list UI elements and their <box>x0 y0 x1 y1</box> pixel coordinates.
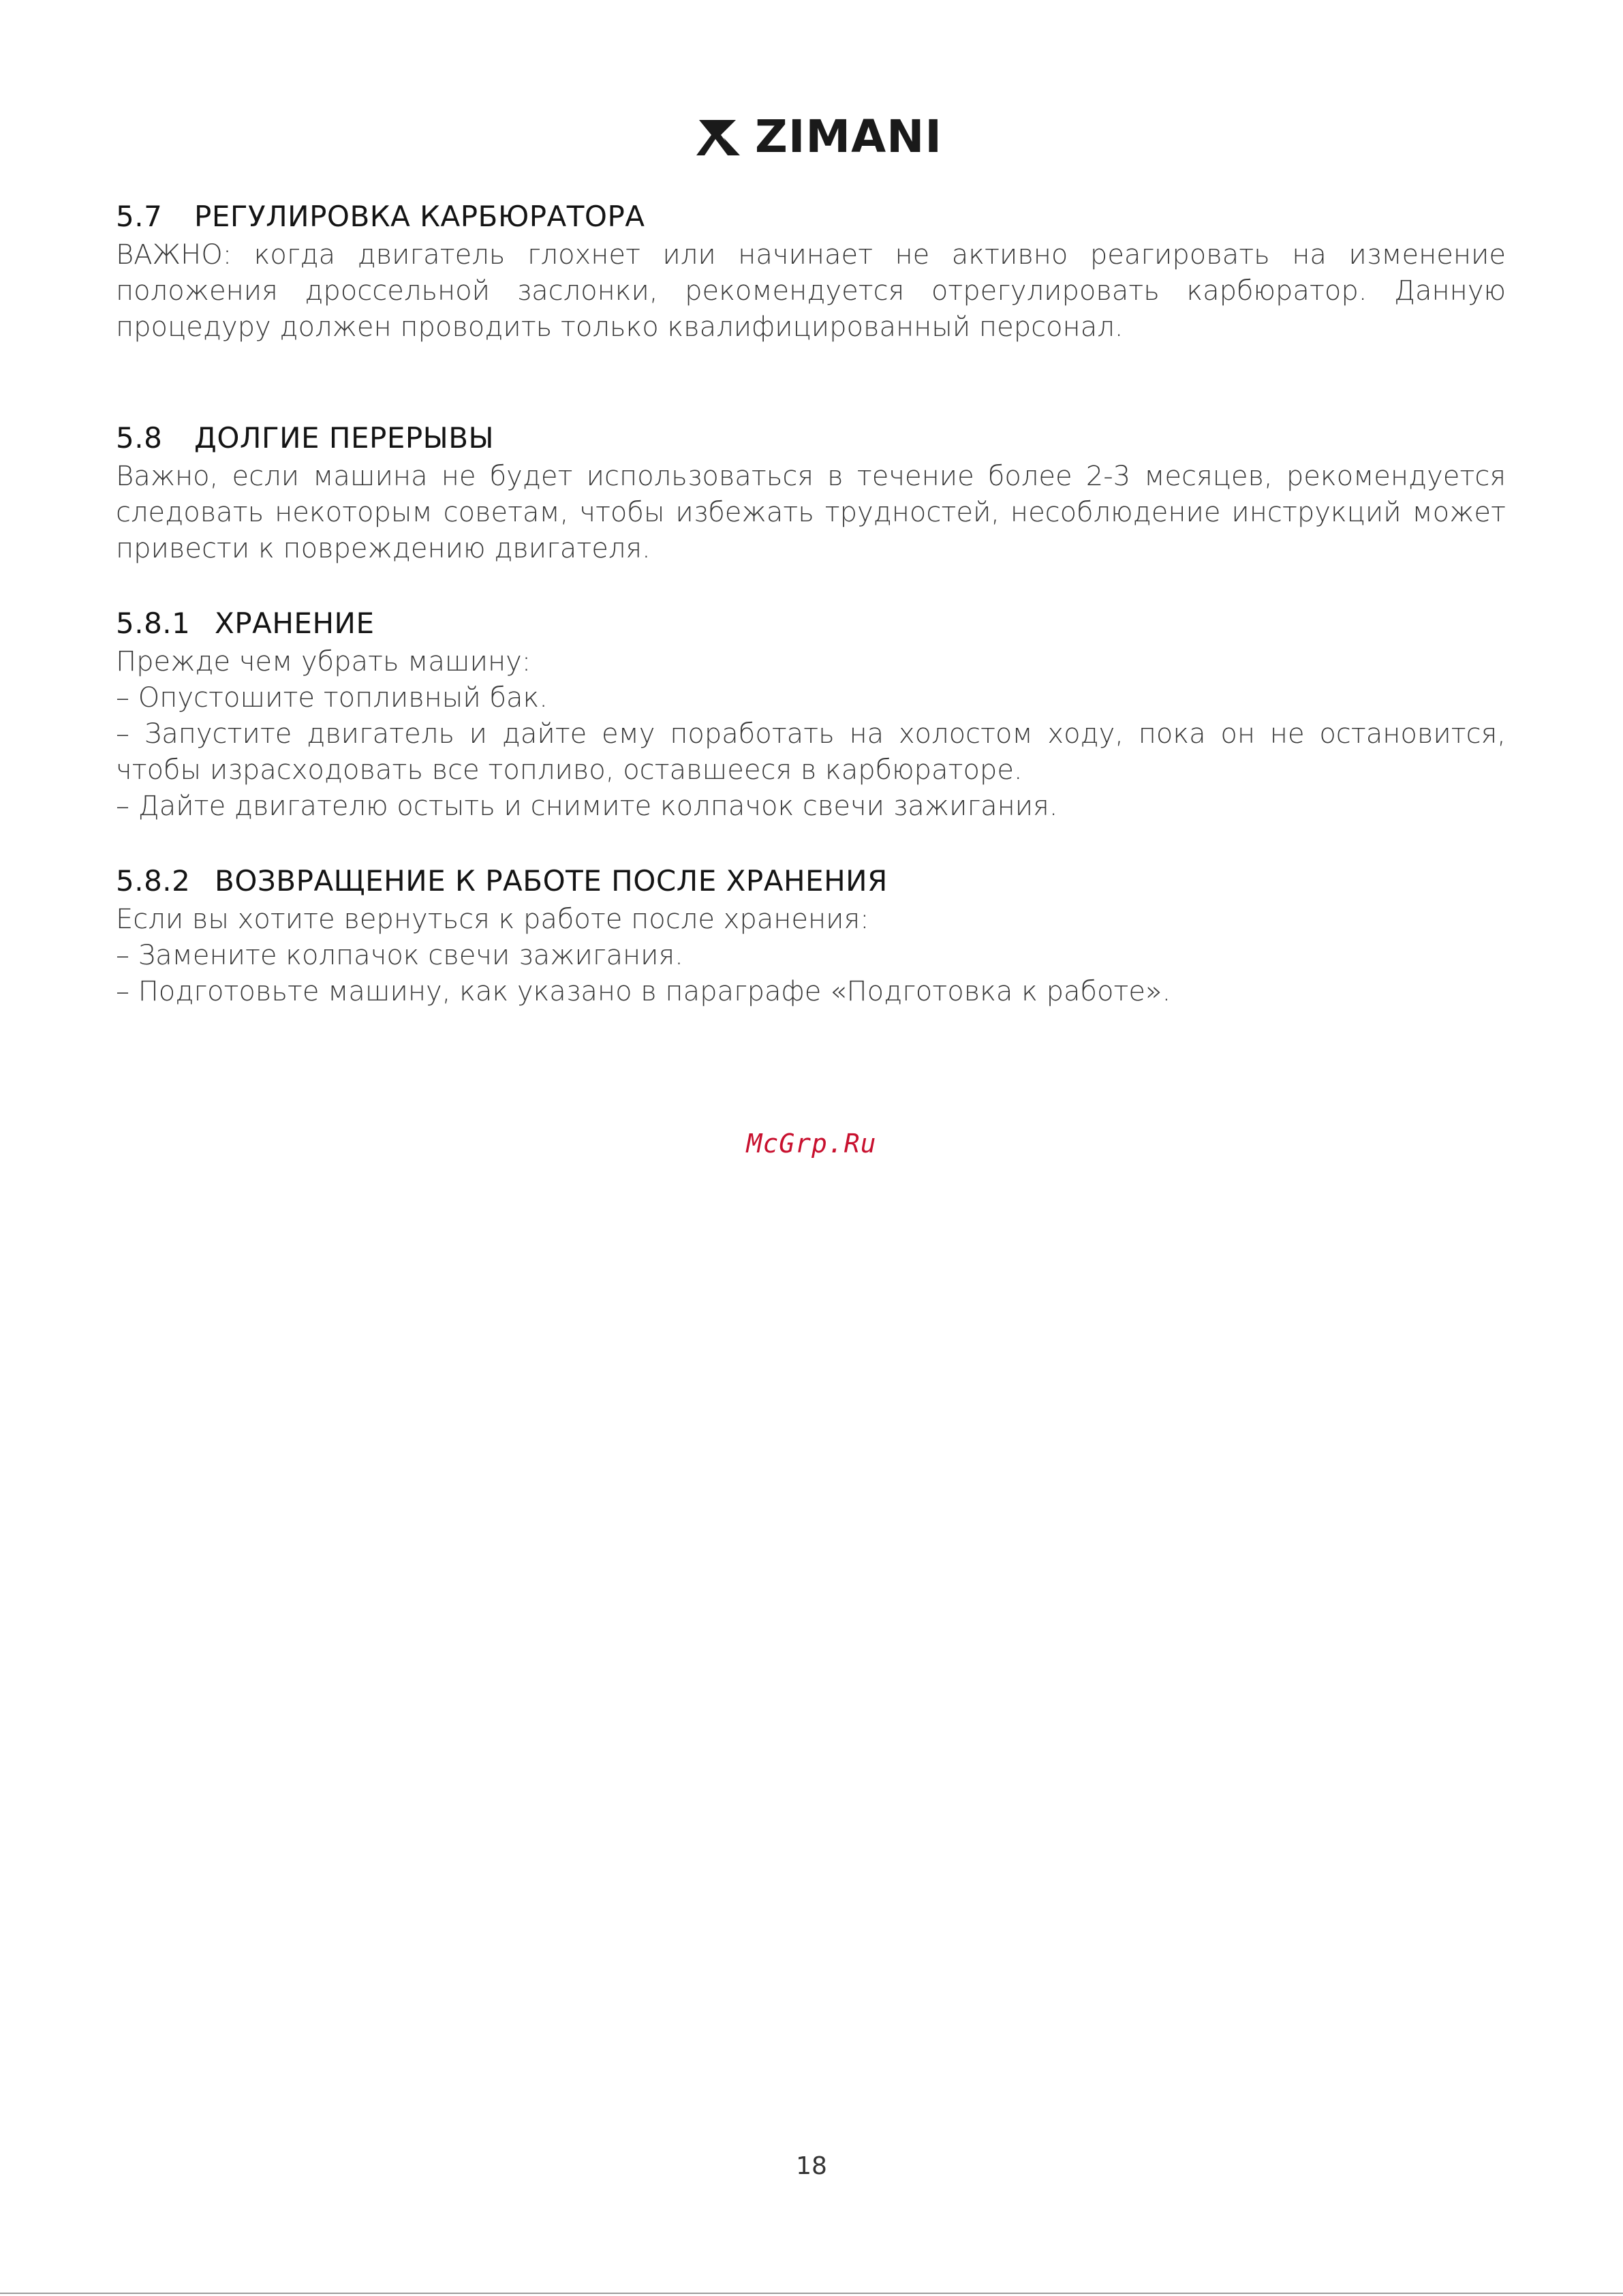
section-5-7 <box>116 196 1506 346</box>
section-heading <box>116 861 1506 902</box>
page-bottom-divider <box>0 2293 1623 2294</box>
section-5-8-1 <box>116 603 1506 825</box>
section-5-8 <box>116 418 1506 567</box>
paragraph: ВАЖНО: когда двигатель глохнет или начинает не активно реагировать на изменение положения дроссельной заслонки, рекомендуется отрегулировать карбюратор. Данную процедуру должен проводить только квалифицированный персонал. <box>116 239 1506 343</box>
zimani-logo-mark-icon <box>696 114 748 159</box>
section-heading <box>116 196 1506 237</box>
list-item: – Замените колпачок свечи зажигания. <box>116 940 683 971</box>
list-item: – Запустите двигатель и дайте ему поработать на холостом ходу, пока он не остановится, чтобы израсходовать все топливо, оставшееся в карбюраторе. <box>116 718 1506 786</box>
brand-name: ZIMANI <box>755 110 942 163</box>
page-number: 18 <box>796 2152 827 2180</box>
list-item: – Опустошите топливный бак. <box>116 682 548 714</box>
section-number: 5.8 <box>116 421 163 455</box>
paragraph: Важно, если машина не будет использоваться в течение более 2-3 месяцев, рекомендуется следовать некоторым советам, чтобы избежать трудностей, несоблюдение инструкций может привести к повреждению двигателя. <box>116 461 1506 564</box>
document-body <box>116 196 1506 1010</box>
section-heading <box>116 418 1506 459</box>
section-title: ВОЗВРАЩЕНИЕ К РАБОТЕ ПОСЛЕ ХРАНЕНИЯ <box>215 864 888 898</box>
paragraph: Прежде чем убрать машину: <box>116 646 531 677</box>
paragraph: Если вы хотите вернуться к работе после хранения: <box>116 904 869 935</box>
brand-logo <box>696 110 942 163</box>
watermark-link[interactable]: McGrp.Ru <box>746 1129 877 1159</box>
section-heading <box>116 603 1506 644</box>
section-title: ХРАНЕНИЕ <box>215 607 375 640</box>
section-number: 5.7 <box>116 200 163 233</box>
section-number: 5.8.1 <box>116 607 191 640</box>
section-number: 5.8.2 <box>116 864 191 898</box>
section-5-8-2 <box>116 861 1506 1010</box>
section-title: ДОЛГИЕ ПЕРЕРЫВЫ <box>194 421 495 455</box>
list-item: – Подготовьте машину, как указано в параграфе «Подготовка к работе». <box>116 976 1171 1007</box>
list-item: – Дайте двигателю остыть и снимите колпачок свечи зажигания. <box>116 791 1058 822</box>
section-title: РЕГУЛИРОВКА КАРБЮРАТОРА <box>194 200 645 233</box>
